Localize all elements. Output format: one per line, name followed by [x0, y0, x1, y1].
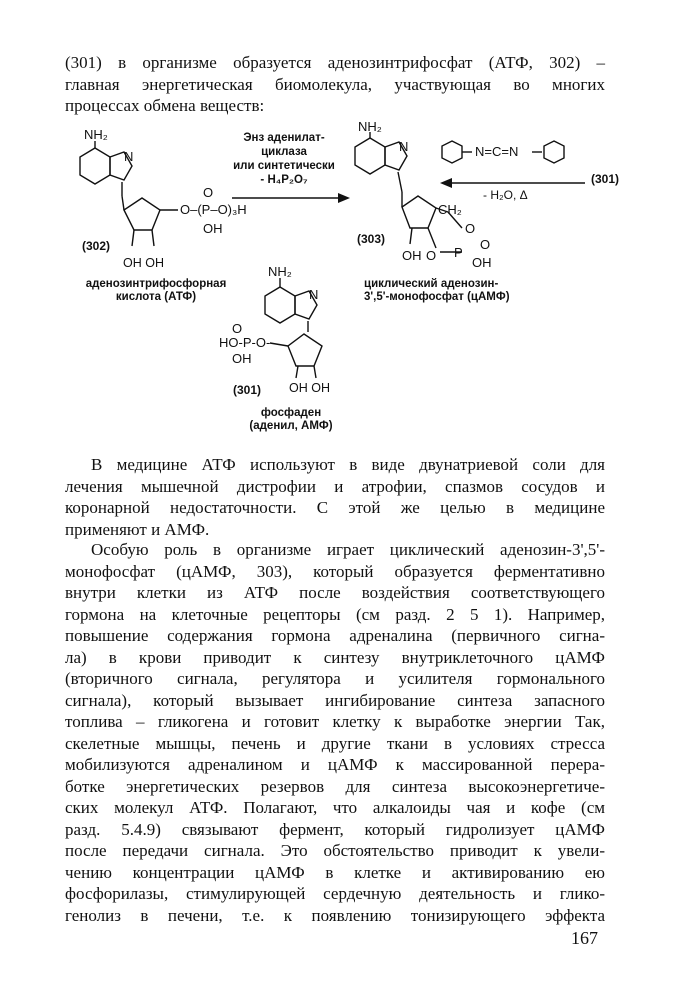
text-line: скелетные мышцы, печень и другие ткани в условиях стресса: [65, 733, 605, 753]
text-line: сигнала), который вызывает ингибирование синтеза запасного: [65, 690, 605, 710]
text-line: фосфорилазы, стимулирующей сердечную деятельность и глико-: [65, 884, 605, 903]
atp-n-label: N: [124, 149, 134, 164]
dehydration-condition: - H₂O, Δ: [483, 188, 528, 202]
text-line: внутри клетки из АТФ после воздействия соответствующего: [65, 583, 605, 602]
camp-phosphate-oh: OH: [472, 255, 492, 270]
text-line: мобилизуются адреналином и цАМФ к массированной перера-: [65, 755, 605, 774]
amp-diol: OH OH: [289, 381, 330, 395]
amp-name-line2: (аденил, АМФ): [249, 420, 333, 432]
text-line: главная энергетическая биомолекула, участвующая во многих: [65, 74, 605, 94]
camp-compound-number: (303): [357, 232, 386, 246]
camp-nh2-label: NH₂: [358, 119, 382, 134]
text-line: чению концентрации цАМФ в клетке и активированию ею: [65, 862, 605, 882]
text-line: Особую роль в организме играет циклический аденозин-3',5'-: [91, 540, 605, 559]
amp-ribose-structure: [270, 334, 322, 378]
atp-name-line2: кислота (АТФ): [115, 291, 197, 303]
text-line: применяют и АМФ.: [65, 519, 210, 539]
camp-ch2-label: CH₂: [438, 202, 462, 217]
carbodiimide-label: N=C=N: [475, 144, 519, 159]
camp-name: [364, 278, 510, 304]
camp-ribose-oxygen: O: [426, 248, 437, 263]
camp-n-label: N: [399, 139, 409, 154]
text-line: топлива – гликогена и готовит клетку к выработке энергии Так,: [65, 712, 605, 731]
text-line: ботке энергетических резервов для синтеза высокоэнергетиче-: [65, 776, 605, 796]
amp-name: [226, 407, 356, 433]
amp-name-line1: фосфаден: [260, 407, 322, 419]
condition-line4: - H₄P₂O₇: [260, 174, 308, 186]
condition-line1: Энз аденилат-: [243, 132, 325, 144]
camp-phosphoryl-oxygen: O: [480, 237, 491, 252]
text-line: (вторичного сигнала, регулятора и усилителя гормонального: [65, 669, 605, 688]
camp-ring-oxygen: O: [465, 221, 476, 236]
amp-nh2-label: NH₂: [268, 264, 292, 279]
text-line: генолиз в печени, т.е. к появлению тонизирующего эффекта: [65, 905, 605, 925]
reverse-arrowhead: [440, 178, 452, 188]
atp-phosphate-oh: OH: [203, 221, 223, 236]
forward-arrowhead: [338, 193, 350, 203]
text-line: монофосфат (цАМФ, 303), который образуется ферментативно: [65, 561, 605, 581]
paragraph-camp-role: [65, 539, 605, 926]
reagent-compound-number: (301): [591, 172, 620, 186]
text-line: разд. 5.4.9) связывают фермент, который гидролизует цАМФ: [65, 819, 605, 839]
text-line: В медицине АТФ используют в виде двунатриевой соли для: [91, 455, 605, 474]
text-line: лечения мышечной дистрофии и атрофии, спазмов сосудов и: [65, 476, 605, 496]
amp-phosphate-oh: OH: [232, 351, 252, 366]
amp-phosphoryl-oxygen: O: [232, 321, 243, 336]
amp-compound-number: (301): [233, 383, 262, 397]
reaction-scheme: [0, 0, 676, 450]
enzymatic-condition: [214, 131, 354, 187]
text-line: после передачи сигнала. Это обстоятельство приводит к увели-: [65, 841, 605, 860]
camp-phosphorus: P: [454, 245, 463, 260]
page-number: 167: [571, 928, 598, 948]
paragraph-medicine: [65, 454, 605, 540]
atp-diol: OH OH: [123, 256, 164, 270]
camp-ribose-oh: OH: [402, 248, 422, 263]
text-line: гормона на клеточные рецепторы (см разд. 2 5 1). Например,: [65, 604, 605, 624]
text-line: (301) в организме образуется аденозинтрифосфат (АТФ, 302) –: [65, 53, 605, 72]
text-line: ла) в крови приводит к синтезу внутриклеточного цАМФ: [65, 647, 605, 667]
text-line: повышение содержания гормона адреналина (первичного сигна-: [65, 626, 605, 645]
atp-phosphate-chain: O–(P–O)₃H: [180, 202, 247, 217]
camp-name-line1: циклический аденозин-: [364, 278, 499, 290]
text-line: процессах обмена веществ:: [65, 96, 265, 115]
condition-line2: циклаза: [261, 146, 307, 158]
amp-n-label: N: [309, 287, 319, 302]
atp-name: [72, 278, 240, 304]
atp-ribose-structure: [122, 196, 178, 246]
condition-line3: или синтетически: [233, 160, 335, 172]
camp-name-line2: 3',5'-монофосфат (цАМФ): [364, 291, 510, 303]
camp-ribose-structure: [402, 192, 462, 252]
atp-compound-number: (302): [82, 239, 111, 253]
atp-name-line1: аденозинтрифосфорная: [85, 278, 227, 290]
atp-phosphoryl-oxygen: O: [203, 185, 214, 200]
atp-nh2-label: NH₂: [84, 127, 108, 142]
text-line: коронарной недостаточности. С этой же целью в медицине: [65, 498, 605, 517]
amp-phosphate: HO-P-O-: [219, 335, 271, 350]
text-line: ских молекул АТФ. Полагают, что алкалоиды чая и кофе (см: [65, 798, 605, 817]
